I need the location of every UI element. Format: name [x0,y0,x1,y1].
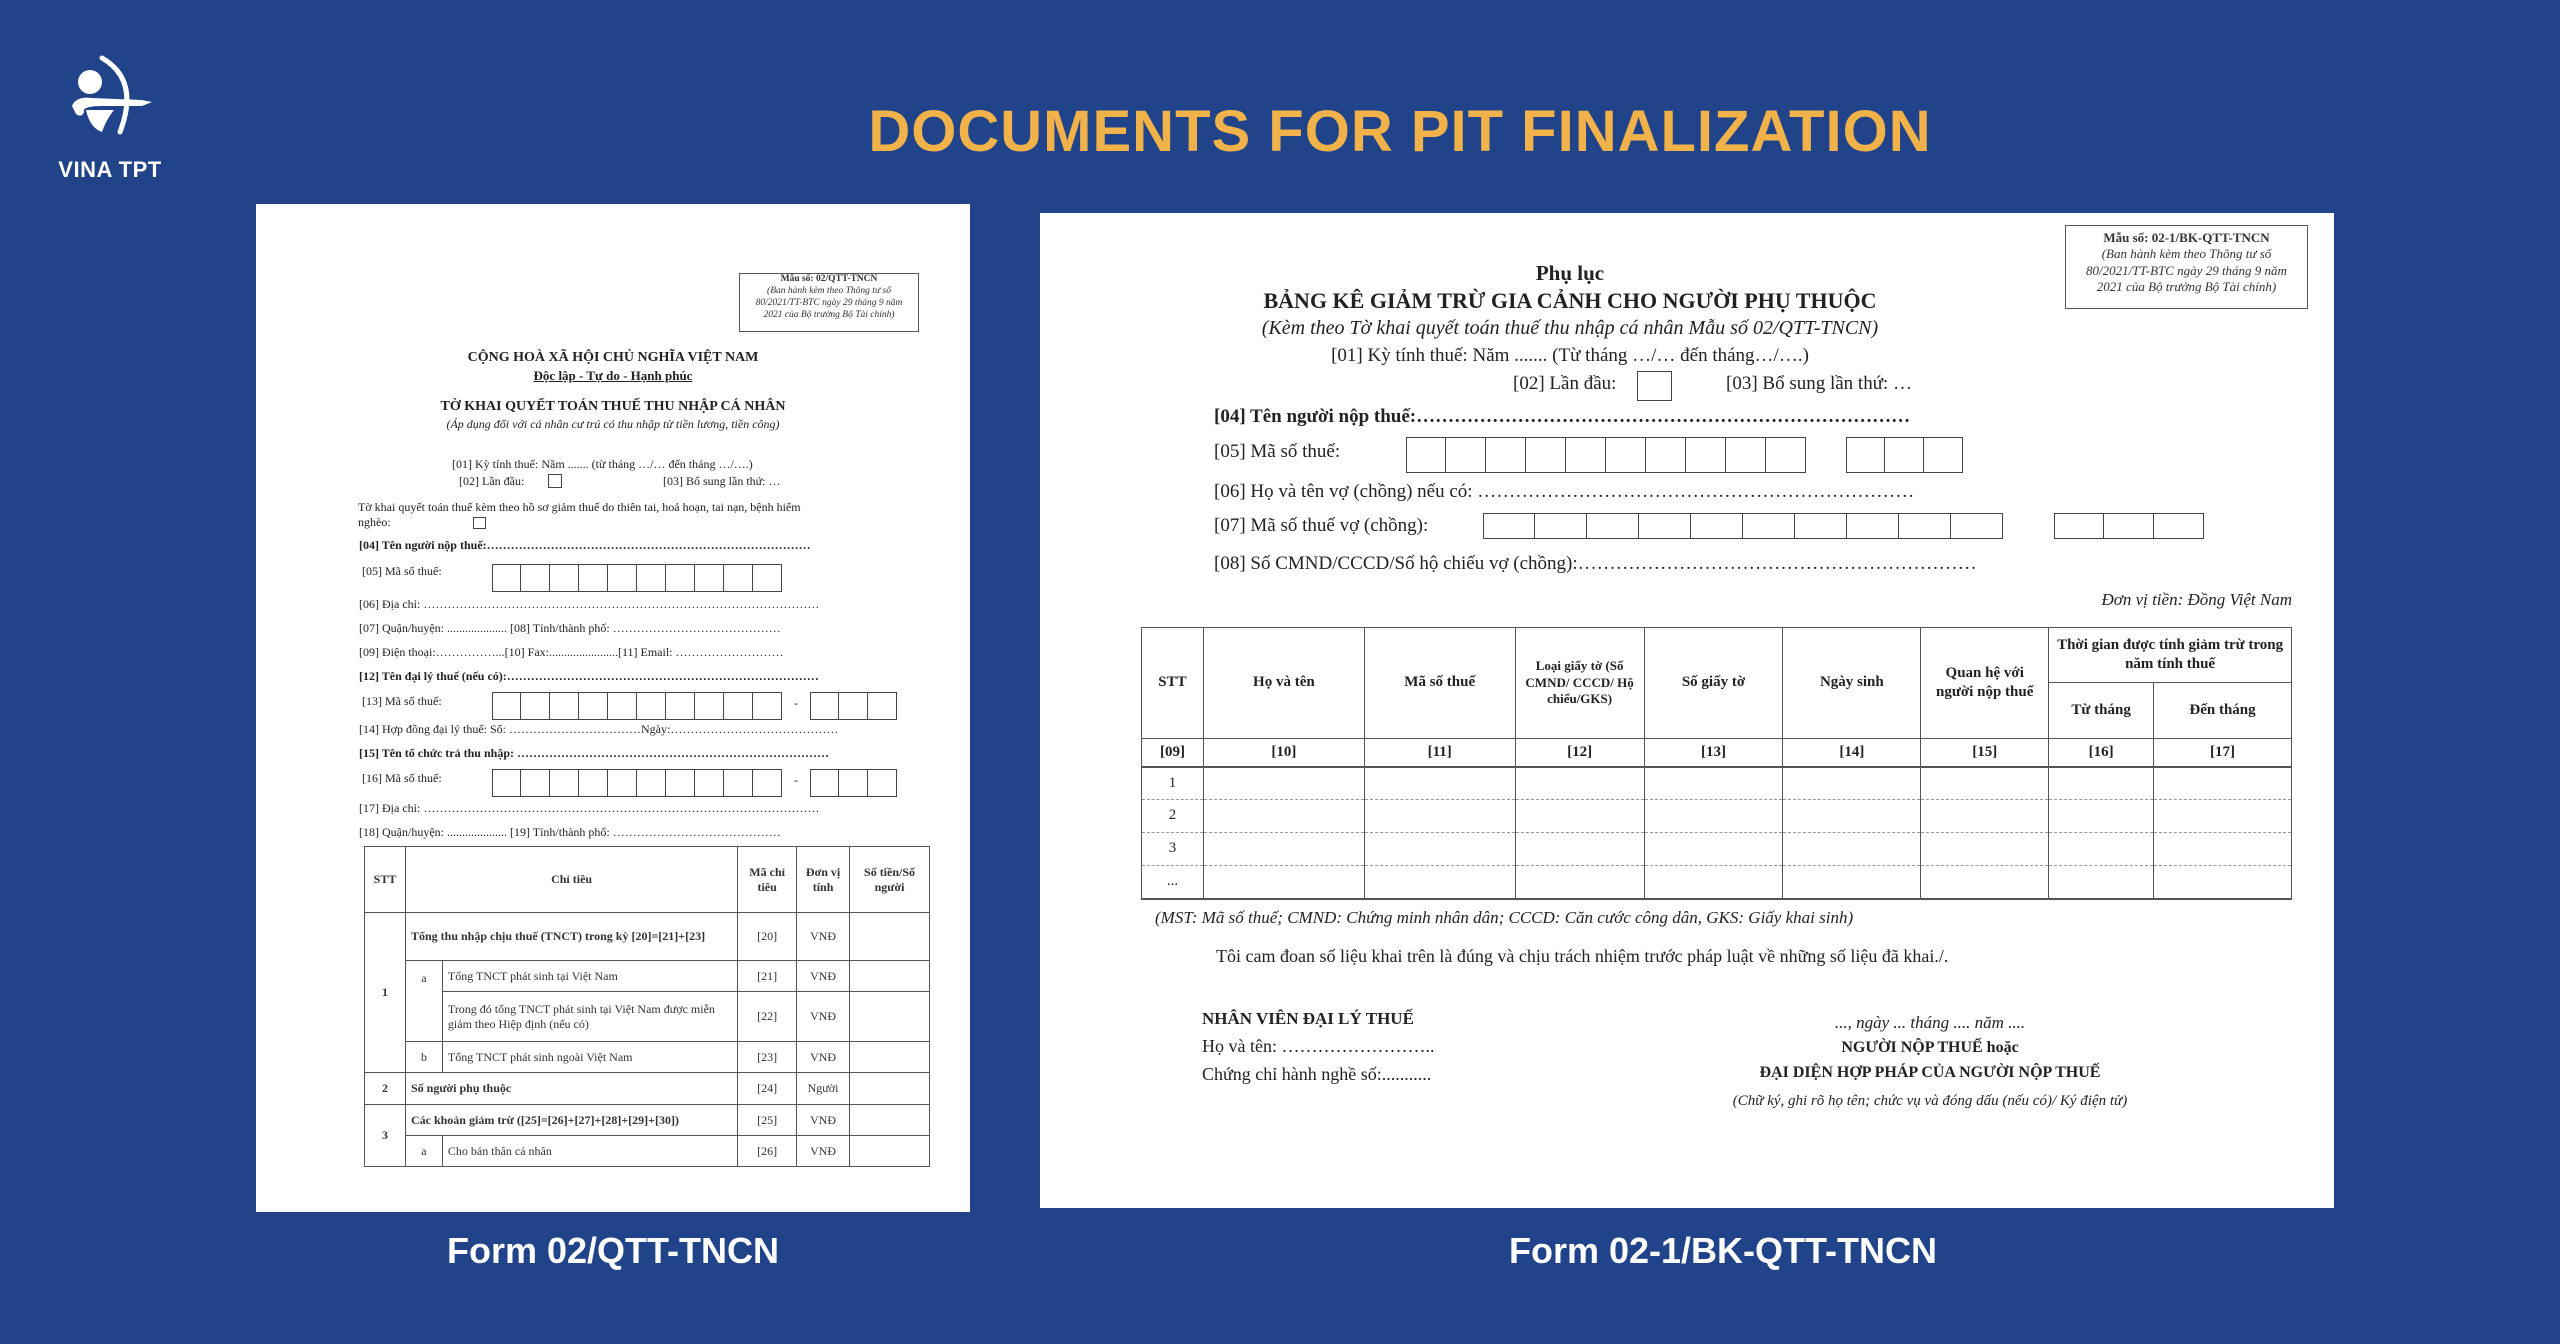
form-subheading: (Áp dụng đối với cá nhân cư trú có thu nhập từ tiền lương, tiền công) [446,417,780,431]
row-label: Tổng TNCT phát sinh ngoài Việt Nam [442,1042,737,1073]
col-code: [09] [1142,739,1204,767]
col-header-ma: Mã chỉ tiêu [738,847,797,913]
right-form-caption: Form 02-1/BK-QTT-TNCN [1508,1230,1937,1271]
table-row [365,1042,930,1073]
col-header-chi-tieu: Chỉ tiêu [405,847,737,913]
payer-tax-code-boxes [492,769,782,797]
row-stt: 1 [365,913,406,1073]
form-issued-note: 2021 của Bộ trưởng Bộ Tài chính) [763,309,895,320]
row-code: [20] [738,913,797,961]
field-06-spouse-name: [06] Họ và tên vợ (chồng) nếu có: …………………………………………………………… [1214,481,1915,502]
col-header-dvt: Đơn vị tính [797,847,850,913]
field-01-tax-period: [01] Kỳ tính thuế: Năm ....... (từ tháng …/… đến tháng …/….) [452,457,753,471]
form-number-box [2065,225,2308,309]
form-number-box [739,273,919,332]
agent-name: Họ và tên: …………………….. [1202,1036,1435,1056]
field-05-tax-code: [05] Mã số thuế: [1214,441,1341,462]
row-code: [22] [738,992,797,1042]
income-summary-table [364,846,930,1167]
row-code: [23] [738,1042,797,1073]
tax-code-suffix-boxes [1846,437,1963,473]
sign-date: ..., ngày ... tháng .... năm .... [1834,1013,2026,1032]
dash-separator: - [794,696,798,710]
brand-name: VINA TPT [58,157,162,182]
row-sub: a [405,1136,442,1167]
col-header-to-month: Đến tháng [2154,683,2292,739]
form-heading: BẢNG KÊ GIẢM TRỪ GIA CẢNH CHO NGƯỜI PHỤ THUỘC [1263,288,1877,313]
disaster-note-label: nghèo: [358,515,391,529]
table-row [365,1073,930,1105]
row-code: [21] [738,961,797,992]
row-label: Trong đó tổng TNCT phát sinh tại Việt Nam được miễn giảm theo Hiệp định (nếu có) [442,992,737,1042]
col-code: [14] [1783,739,1921,767]
page-title: DOCUMENTS FOR PIT FINALIZATION [868,99,1932,164]
table-row [365,1105,930,1136]
field-04-taxpayer-name: [04] Tên người nộp thuế:……………………………………………………………………… [359,538,811,552]
field-03-supplement: [03] Bổ sung lần thứ: … [663,474,781,488]
col-code: [12] [1515,739,1644,767]
row-unit: Người [797,1073,850,1105]
form-number: Mẫu số: 02/QTT-TNCN [780,274,878,284]
col-header-so: Số tiền/Số người [850,847,930,913]
row-stt: 3 [1142,833,1204,866]
col-header-name: Họ và tên [1203,628,1364,739]
field-04-taxpayer-name: [04] Tên người nộp thuế:…………………………………………………………………… [1214,406,1911,427]
agent-tax-code-suffix-boxes [810,692,897,720]
row-stt: ... [1142,866,1204,899]
col-code: [15] [1921,739,2049,767]
dash-separator: - [794,773,798,787]
row-unit: VNĐ [797,961,850,992]
row-label: Cho bản thân cá nhân [442,1136,737,1167]
col-header-stt: STT [365,847,406,913]
form-heading: TỜ KHAI QUYẾT TOÁN THUẾ THU NHẬP CÁ NHÂN [440,399,786,414]
left-form-caption: Form 02/QTT-TNCN [446,1230,779,1271]
field-09-11-contact: [09] Điện thoại:……………...[10] Fax:.......................[11] Email: ……………………… [359,645,784,659]
first-time-checkbox [548,474,562,488]
col-code: [17] [2154,739,2292,767]
col-header-deduction-period: Thời gian được tính giảm trừ trong năm tính thuế [2049,628,2292,683]
form-issued-note: 80/2021/TT-BTC ngày 29 tháng 9 năm [755,297,903,308]
field-13-agent-tax-code: [13] Mã số thuế: [362,694,442,708]
first-time-checkbox [1637,371,1672,401]
row-value [850,1105,930,1136]
disaster-checkbox [473,517,486,529]
row-code: [25] [738,1105,797,1136]
field-18-19-payer-district: [18] Quận/huyện: .................... [19] Tỉnh/thành phố: …………………………………… [359,825,781,839]
field-05-tax-code: [05] Mã số thuế: [362,564,442,578]
row-unit: VNĐ [797,1136,850,1167]
table-row [1142,767,2292,800]
row-label: Các khoản giảm trừ ([25]=[26]+[27]+[28]+[29]+[30]) [405,1105,737,1136]
field-15-payer-org: [15] Tên tổ chức trả thu nhập: …………………………………………………………………… [359,746,829,760]
row-value [850,961,930,992]
form-number: Mẫu số: 02-1/BK-QTT-TNCN [2103,230,2270,245]
row-sub: b [405,1042,442,1073]
table-row [1142,800,2292,833]
row-code: [24] [738,1073,797,1105]
row-stt: 1 [1142,767,1204,800]
row-stt: 3 [365,1105,406,1167]
form-02-1-bk-qtt-tncn-image [1040,213,2334,1208]
field-16-payer-tax-code: [16] Mã số thuế: [362,771,442,785]
row-unit: VNĐ [797,913,850,961]
nation-heading: CỘNG HOÀ XÃ HỘI CHỦ NGHĨA VIỆT NAM [467,350,759,365]
row-label: Tổng thu nhập chịu thuế (TNCT) trong kỳ [20]=[21]+[23] [405,913,737,961]
col-header-from-month: Từ tháng [2049,683,2154,739]
col-code: [11] [1364,739,1515,767]
field-07-08-district-province: [07] Quận/huyện: .................... [08] Tỉnh/thành phố: …………………………………… [359,621,781,635]
signer-representative: ĐẠI DIỆN HỢP PHÁP CỦA NGƯỜI NỘP THUẾ [1759,1064,2101,1081]
code-row [1142,739,2292,767]
field-12-tax-agent: [12] Tên đại lý thuế (nếu có):…………………………………………………………………… [359,669,819,683]
form-subheading: (Kèm theo Tờ khai quyết toán thuế thu nhập cá nhân Mẫu số 02/QTT-TNCN) [1261,317,1879,339]
row-unit: VNĐ [797,992,850,1042]
form-issued-note: 80/2021/TT-BTC ngày 29 tháng 9 năm [2086,262,2287,278]
agent-title: NHÂN VIÊN ĐẠI LÝ THUẾ [1202,1009,1414,1028]
spouse-tax-code-boxes [1483,513,2003,539]
field-02-first-time: [02] Lần đầu: [1513,373,1617,394]
signer-title: NGƯỜI NỘP THUẾ hoặc [1841,1039,2019,1056]
spouse-tax-code-suffix-boxes [2054,513,2204,539]
col-header-stt: STT [1142,628,1204,739]
dependents-table [1141,627,2292,900]
row-value [850,992,930,1042]
row-value [850,1073,930,1105]
col-code: [13] [1644,739,1783,767]
table-row [365,961,930,992]
field-01-tax-period: [01] Kỳ tính thuế: Năm ....... (Từ tháng …/… đến tháng…/….) [1331,345,1809,366]
agent-tax-code-boxes [492,692,782,720]
tax-code-boxes [1406,437,1806,473]
table-row [1142,866,2292,899]
col-header-doc-number: Số giấy tờ [1644,628,1783,739]
form-issued-note: (Ban hành kèm theo Thông tư số [767,285,891,296]
field-07-spouse-tax-code: [07] Mã số thuế vợ (chồng): [1214,515,1429,536]
row-value [850,913,930,961]
signature-note: (Chữ ký, ghi rõ họ tên; chức vụ và đóng dấu (nếu có)/ Ký điện tử) [1732,1093,2128,1109]
col-header-doc-type: Loại giấy tờ (Số CMND/ CCCD/ Hộ chiếu/GKS) [1515,628,1644,739]
agent-certificate: Chứng chỉ hành nghề số:........... [1202,1064,1432,1084]
table-row [1142,833,2292,866]
col-header-birth-date: Ngày sinh [1783,628,1921,739]
row-value [850,1136,930,1167]
field-06-address: [06] Địa chỉ: ……………………………………………………………………………………… [359,597,820,611]
field-02-first-time: [02] Lần đầu: [459,474,525,488]
motto: Độc lập - Tự do - Hạnh phúc [533,368,693,383]
col-code: [10] [1203,739,1364,767]
table-row [365,913,930,961]
row-stt: 2 [1142,800,1204,833]
row-code: [26] [738,1136,797,1167]
row-sub: a [405,961,442,1042]
field-17-payer-address: [17] Địa chỉ: ……………………………………………………………………………………… [359,801,820,815]
row-unit: VNĐ [797,1105,850,1136]
field-08-spouse-id: [08] Số CMND/CCCD/Số hộ chiếu vợ (chồng):……………………………………………………… [1214,553,1977,574]
form-issued-note: 2021 của Bộ trưởng Bộ Tài chính) [2096,278,2277,294]
tax-code-boxes [492,564,782,592]
appendix-label: Phụ lục [1535,261,1605,285]
field-14-agent-contract: [14] Hợp đồng đại lý thuế: Số: ……………………………Ngày:…………………………………… [359,722,839,736]
row-value [850,1042,930,1073]
col-code: [16] [2049,739,2154,767]
payer-tax-code-suffix-boxes [810,769,897,797]
table-row [365,1136,930,1167]
form-02-qtt-tncn-image [256,204,970,1212]
col-header-relationship: Quan hệ với người nộp thuế [1921,628,2049,739]
field-03-supplement: [03] Bổ sung lần thứ: … [1726,373,1913,394]
declaration: Tôi cam đoan số liệu khai trên là đúng và chịu trách nhiệm trước pháp luật về những số liệu đã khai./. [1216,946,1949,966]
row-label: Số người phụ thuộc [405,1073,737,1105]
disaster-note: Tờ khai quyết toán thuế kèm theo hồ sơ giảm thuế do thiên tai, hoả hoạn, tai nạn, bệnh hiểm [358,500,801,514]
col-header-tax-code: Mã số thuế [1364,628,1515,739]
row-unit: VNĐ [797,1042,850,1073]
currency-unit: Đơn vị tiền: Đồng Việt Nam [2101,590,2292,609]
row-stt: 2 [365,1073,406,1105]
form-issued-note: (Ban hành kèm theo Thông tư số [2101,246,2272,262]
abbreviation-note: (MST: Mã số thuế; CMND: Chứng minh nhân dân; CCCD: Căn cước công dân, GKS: Giấy khai sinh) [1155,908,1854,927]
table-row [365,992,930,1042]
row-label: Tổng TNCT phát sinh tại Việt Nam [442,961,737,992]
